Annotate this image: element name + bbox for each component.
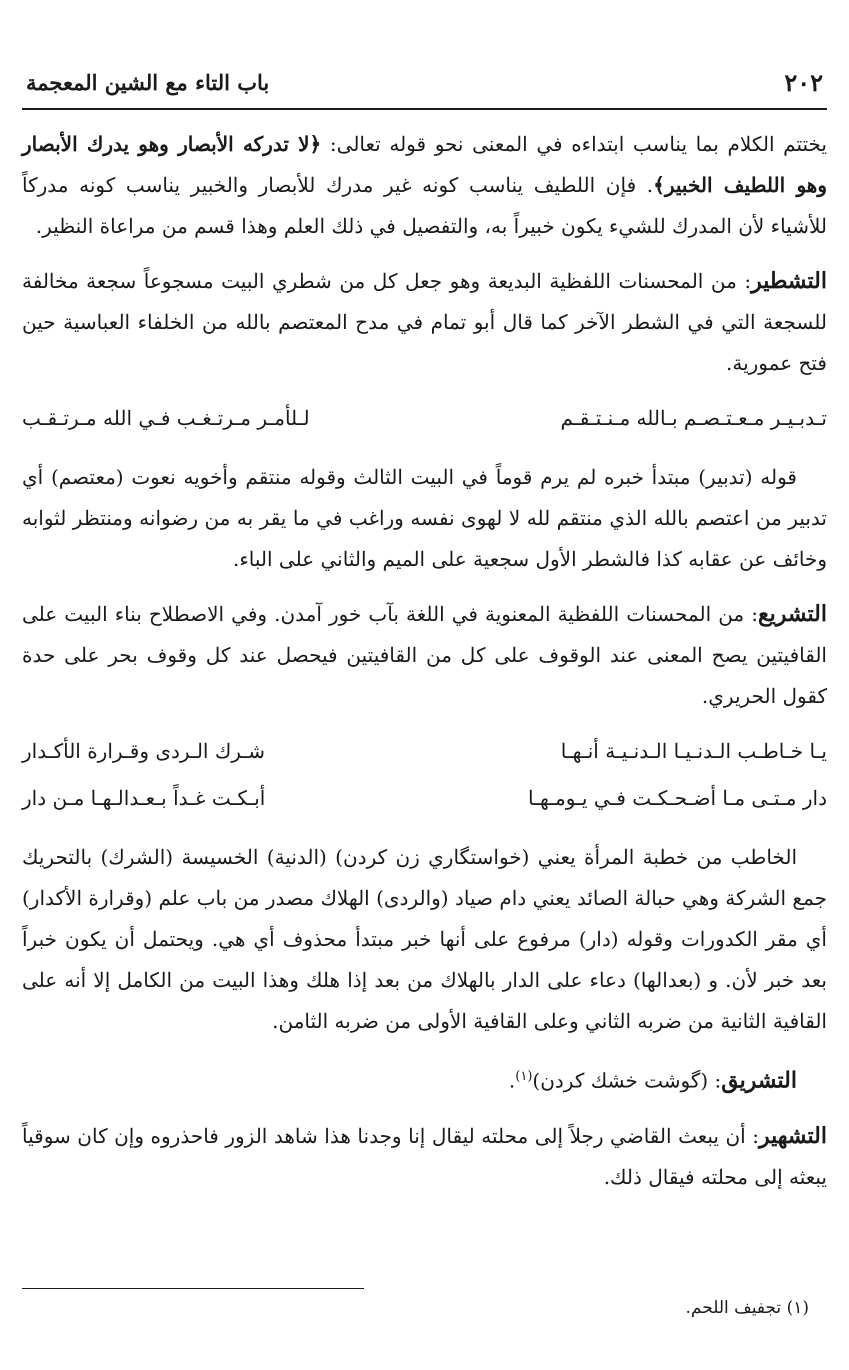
paragraph-text: : (گوشت خشك كردن) [532,1068,722,1093]
paragraph-text: . فإن اللطيف يناسب كونه غير مدرك للأبصار والخبير يناسب كونه مدركاً للأشياء لأن المدرك للشيء يكون خبيراً به، والتفصيل في ذلك العلم وهذا قسم من مراعاة النظير. [22,173,827,238]
term-heading: التشريق [721,1067,797,1094]
quran-quote: ﴿لا تدركه الأبصار وهو يدرك الأبصار وهو اللطيف الخبير﴾ [22,132,827,197]
paragraph-text: : من المحسنات اللفظية المعنوية في اللغة بآب خور آمدن. وفي الاصطلاح بناء البيت على القافيتين يصح المعنى عند الوقوف على كل من القافيتين فيحصل عند كل وقوف بحر على حدة كقول الحريري. [22,602,827,708]
footnote-marker: (١) [786,1298,809,1318]
paragraph-tashhir [22,1116,827,1198]
verse-hemistich-first: دار مـتـى مـا أضـحـكـت فـي يـومـهـا [527,786,827,810]
footnote-ref[interactable]: (١) [515,1069,533,1084]
paragraph-commentary [22,457,827,580]
paragraph-text: يختتم الكلام بما يناسب ابتداءه في المعنى نحو قوله تعالى: [321,132,827,156]
footnote-divider [22,1288,364,1289]
term-heading: التشطير [751,268,827,294]
page-header [22,62,827,106]
term-heading: التشهير [759,1122,827,1149]
footnote [686,1298,810,1318]
verse-hemistich-second: أبـكـت غـداً بـعـدالـهـا مـن دار [22,786,266,810]
paragraph-text: . [508,1068,516,1093]
paragraph-commentary [22,837,827,1042]
verse-line [22,731,827,772]
term-heading: التشريع [757,601,827,627]
page-number: ٢٠٢ [784,68,823,97]
verse-hemistich-first: يـا خـاطـب الـدنـيـا الـدنـيـة أنـهـا [560,739,827,763]
verse-hemistich-first: تـدبـيـر مـعـتـصـم بـالله مـنـتـقـم [560,406,827,430]
header-divider [22,108,827,110]
verse-line [22,398,827,439]
verse-hemistich-second: لـلأمـر مـرتـغـب فـي الله مـرتـقـب [22,406,310,430]
paragraph-text: : من المحسنات اللفظية البديعة وهو جعل كل من شطري البيت مسجوعاً سجعة مخالفة للسجعة التي في الشطر الآخر كما قال أبو تمام في مدح المعتصم بالله من الخلفاء العباسية حين فتح عمورية. [22,269,827,375]
chapter-title: باب التاء مع الشين المعجمة [26,70,270,95]
paragraph-1 [22,124,827,247]
main-text [22,124,827,1212]
paragraph-text: الخاطب من خطبة المرأة يعني (خواستگاري زن كردن) (الدنية) الخسيسة (الشرك) بالتحريك جمع الشركة وهي حبالة الصائد يعني دام صياد (والردى) الهلاك مصدر من باب علم (وقرارة الأكدار) أي مقر الكدورات وقوله (دار) مرفوع على أنها خبر مبتدأ محذوف أي هي. ويحتمل أن يكون خبراً بعد خبر لأن. و (بعدالها) دعاء على الدار بالهلاك من بعد إذا هلك وهذا البيت من الكامل إلا أنه على القافية الثانية من ضربه الثاني وعلى القافية الأولى من ضربه الثامن. [22,845,827,1033]
paragraph-text: قوله (تدبير) مبتدأ خبره لم يرم قوماً في البيت الثالث وقوله منتقم وأخويه نعوت (معتصم) أي تدبير من اعتصم بالله الذي منتقم لله لا لهوى نفسه وراغب في ما يقر به من رضوانه ومنتظر لثوابه وخائف عن عقابه كذا فالشطر الأول سجعية على الميم والثاني على الباء. [22,465,827,571]
verse-line [22,778,827,819]
paragraph-tashriq [22,1056,827,1102]
paragraph-text: : أن يبعث القاضي رجلاً إلى محلته ليقال إنا وجدنا هذا شاهد الزور فاحذروه وإن كان سوقياً يبعثه إلى محلته فيقال ذلك. [22,1123,827,1189]
paragraph-tashtir [22,261,827,384]
paragraph-tashri [22,594,827,717]
footnote-text: تجفيف اللحم. [685,1298,782,1318]
verse-hemistich-second: شـرك الـردى وقـرارة الأكـدار [22,739,265,763]
